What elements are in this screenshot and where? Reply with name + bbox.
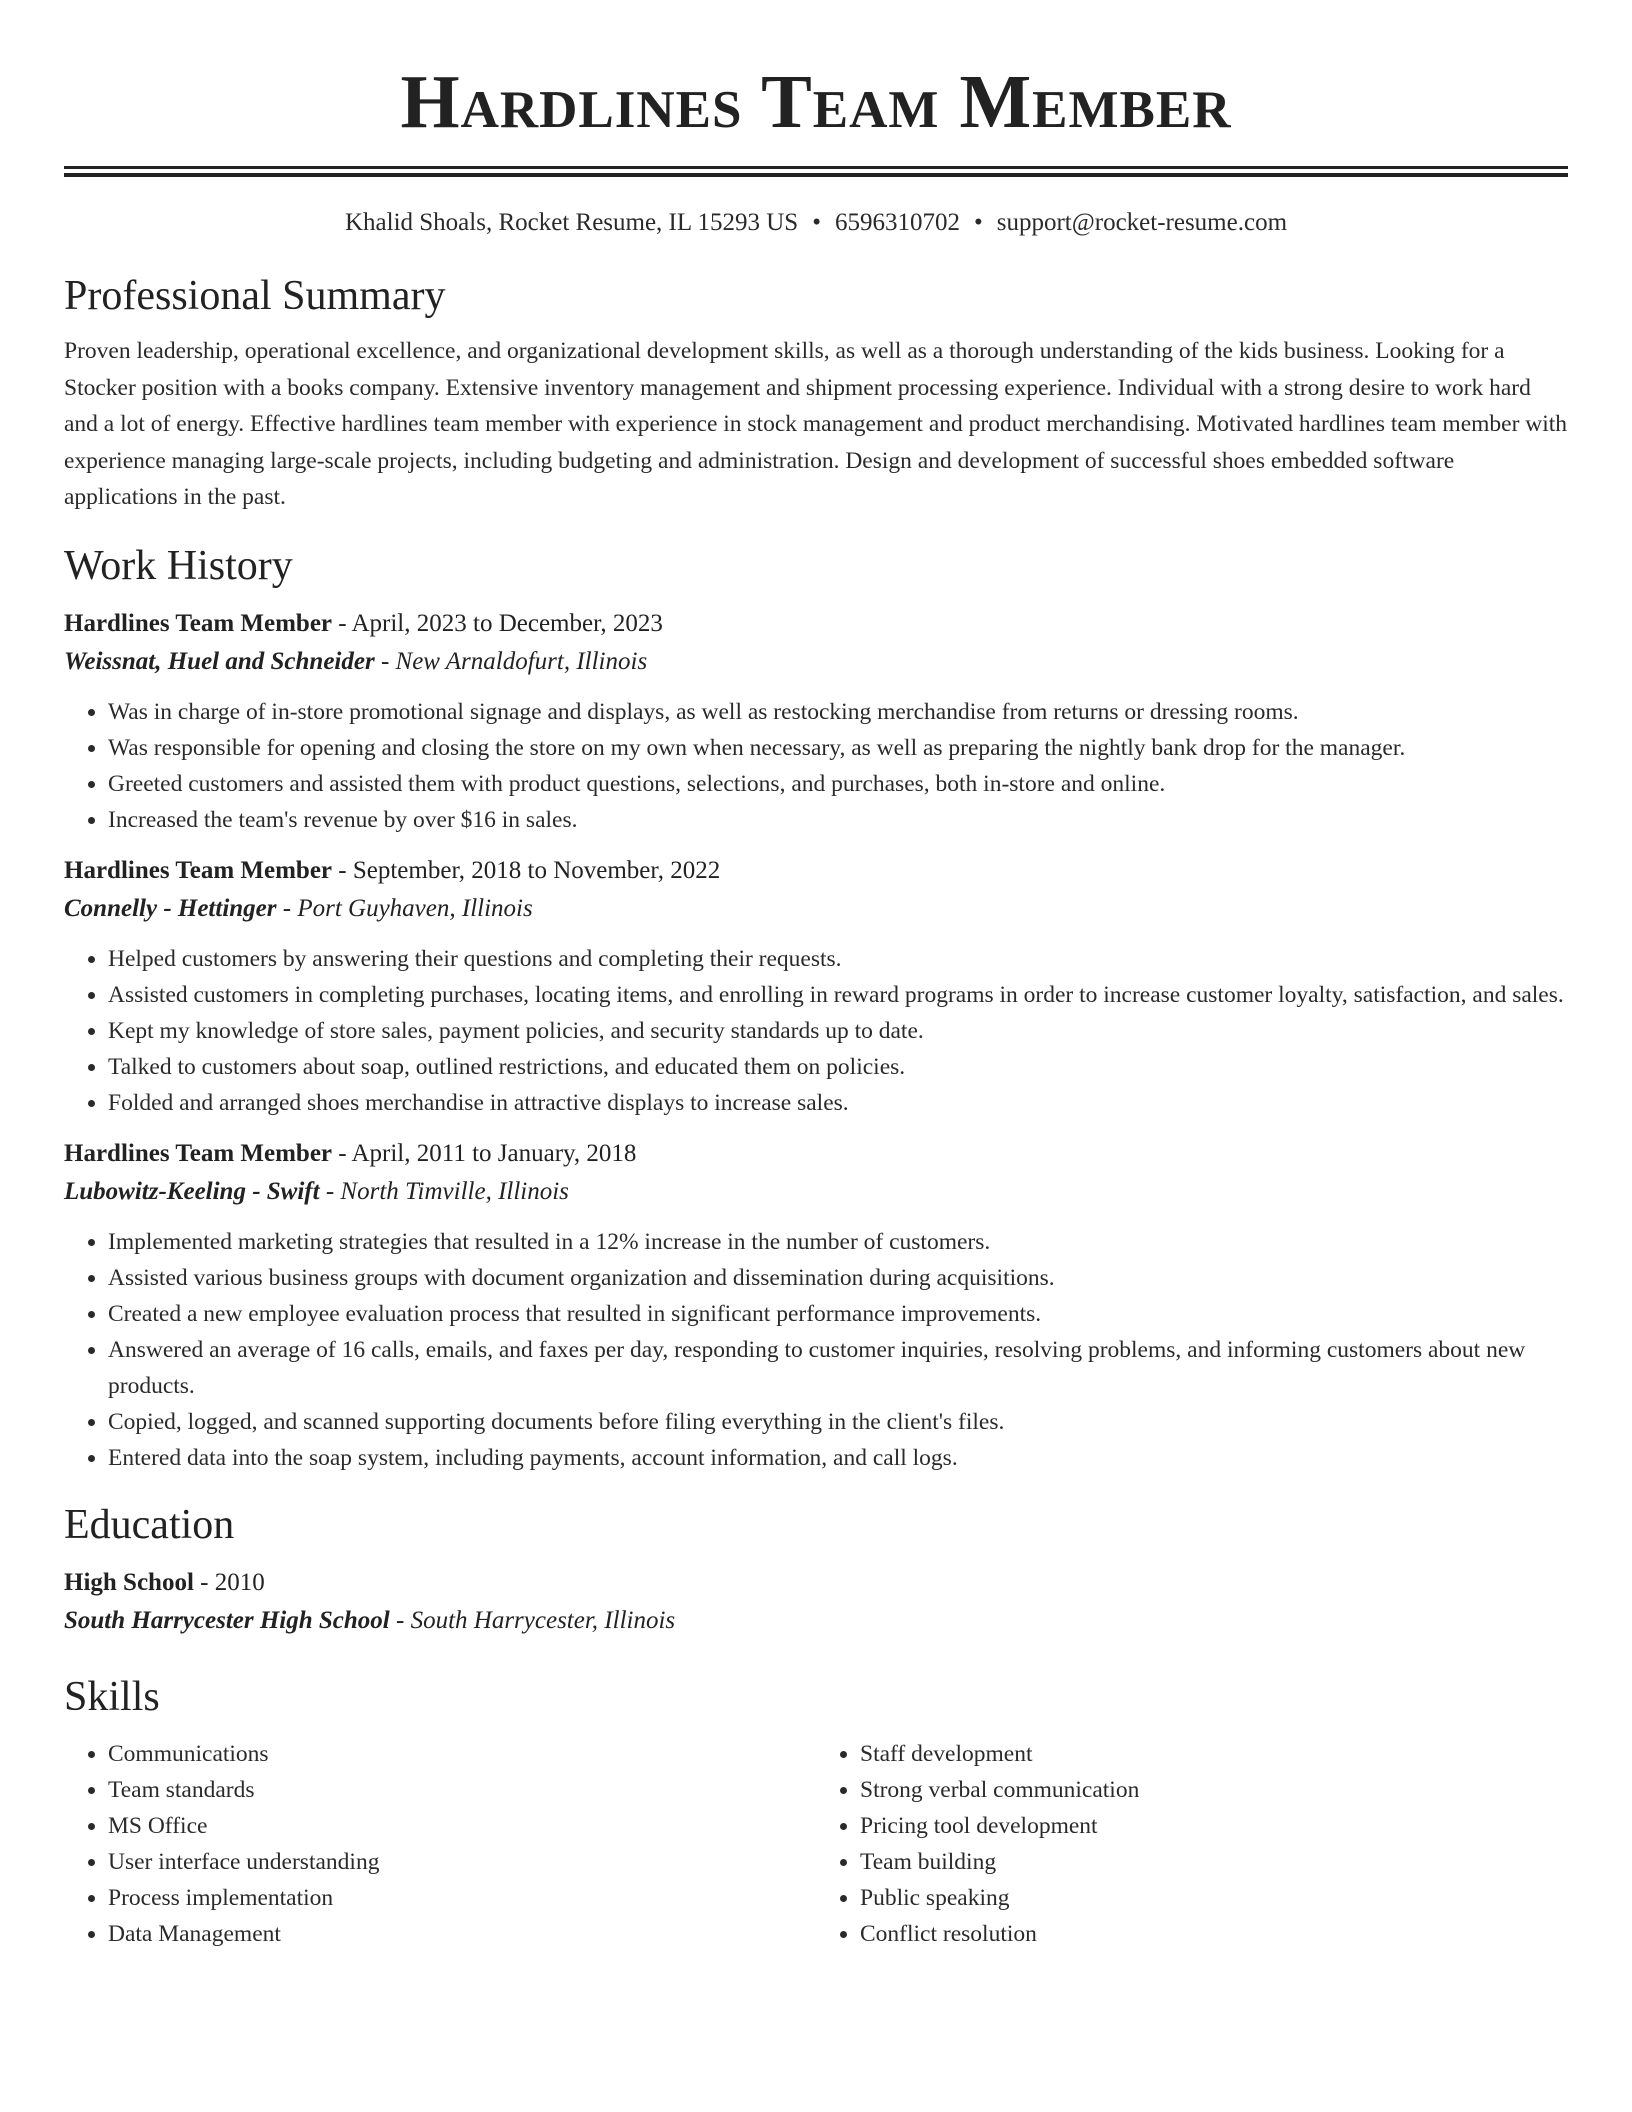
contact-address: Khalid Shoals, Rocket Resume, IL 15293 US bbox=[344, 209, 799, 236]
list-item: • Team standards bbox=[108, 1772, 816, 1808]
list-item: • Assisted various business groups with document organization and dissemination during acquisitions. bbox=[108, 1260, 1568, 1296]
list-item: • Implemented marketing strategies that resulted in a 12% increase in the number of customers. bbox=[108, 1224, 1568, 1260]
job-duties-list bbox=[64, 694, 1568, 838]
list-item: • Strong verbal communication bbox=[860, 1772, 1568, 1808]
job-dates: - September, 2018 to November, 2022 bbox=[332, 856, 721, 884]
school-line bbox=[64, 1602, 1568, 1640]
job-title: Hardlines Team Member bbox=[64, 856, 333, 884]
job-entry bbox=[64, 852, 1568, 1121]
list-item: • Process implementation bbox=[108, 1880, 816, 1916]
job-entry bbox=[64, 1135, 1568, 1476]
company-line bbox=[64, 1173, 1568, 1211]
contact-email: support@rocket-resume.com bbox=[996, 209, 1288, 236]
contact-phone: 6596310702 bbox=[834, 209, 960, 236]
list-item: • Was responsible for opening and closing the store on my own when necessary, as well as preparing the nightly bank drop for the manager. bbox=[108, 730, 1568, 766]
job-title-line bbox=[64, 605, 1568, 643]
job-dates: - April, 2011 to January, 2018 bbox=[332, 1139, 637, 1167]
list-item: • Public speaking bbox=[860, 1880, 1568, 1916]
list-item: • Folded and arranged shoes merchandise in attractive displays to increase sales. bbox=[108, 1085, 1568, 1121]
job-title: Hardlines Team Member bbox=[64, 1139, 333, 1167]
degree-line bbox=[64, 1564, 1568, 1602]
work-history-heading: Work History bbox=[64, 542, 293, 589]
summary-heading: Professional Summary bbox=[64, 273, 446, 319]
skills-columns bbox=[64, 1736, 1568, 1952]
list-item: • Assisted customers in completing purchases, locating items, and enrolling in reward programs in order to increase customer loyalty, satisfaction, and sales. bbox=[108, 977, 1568, 1013]
job-title-line bbox=[64, 852, 1568, 890]
education-entry bbox=[64, 1564, 1568, 1640]
job-entry bbox=[64, 605, 1568, 838]
job-duties-list bbox=[64, 941, 1568, 1121]
job-title: Hardlines Team Member bbox=[64, 609, 333, 637]
list-item: • Communications bbox=[108, 1736, 816, 1772]
list-item: • Created a new employee evaluation process that resulted in significant performance improvements. bbox=[108, 1296, 1568, 1332]
list-item: • Entered data into the soap system, including payments, account information, and call logs. bbox=[108, 1440, 1568, 1476]
job-dates: - April, 2023 to December, 2023 bbox=[332, 609, 663, 637]
resume-title: Hardlines Team Member bbox=[400, 60, 1232, 144]
contact-line bbox=[64, 207, 1568, 239]
company-line bbox=[64, 643, 1568, 681]
education-heading: Education bbox=[64, 1501, 235, 1548]
list-item: • Kept my knowledge of store sales, payment policies, and security standards up to date. bbox=[108, 1013, 1568, 1049]
company-location: - New Arnaldofurt, Illinois bbox=[374, 647, 648, 675]
company-location: - North Timville, Illinois bbox=[319, 1177, 569, 1205]
contact-separator: • bbox=[812, 209, 821, 236]
degree: High School bbox=[64, 1568, 194, 1596]
list-item: • Increased the team's revenue by over $16 in sales. bbox=[108, 802, 1568, 838]
job-title-line bbox=[64, 1135, 1568, 1173]
job-duties-list bbox=[64, 1224, 1568, 1476]
company-name: Lubowitz-Keeling - Swift bbox=[64, 1177, 320, 1205]
graduation-year: - 2010 bbox=[193, 1568, 265, 1596]
contact-separator: • bbox=[973, 209, 983, 236]
list-item: • Data Management bbox=[108, 1916, 816, 1952]
list-item: • Was in charge of in-store promotional signage and displays, as well as restocking merchandise from returns or dressing rooms. bbox=[108, 694, 1568, 730]
list-item: • Talked to customers about soap, outlined restrictions, and educated them on policies. bbox=[108, 1049, 1568, 1085]
list-item: • Copied, logged, and scanned supporting documents before filing everything in the client's files. bbox=[108, 1404, 1568, 1440]
company-name: Weissnat, Huel and Schneider bbox=[64, 647, 375, 675]
company-name: Connelly - Hettinger bbox=[64, 894, 277, 922]
list-item: • Team building bbox=[860, 1844, 1568, 1880]
list-item: • Answered an average of 16 calls, emails, and faxes per day, responding to customer inquiries, resolving problems, and informing customers about new products. bbox=[108, 1332, 1568, 1404]
summary-text: Proven leadership, operational excellence, and organizational development skills, as well as a thorough understanding of the kids business. Looking for a Stocker position with a books company. Extensive inventory management and shipment processing experience. Individual with a strong desire to work hard and a lot of energy. Effective hardlines team member with experience in stock management and product merchandising. Motivated hardlines team member with experience managing large-scale projects, including budgeting and administration. Design and development of successful shoes embedded software applications in the past. bbox=[64, 338, 1568, 510]
skills-list-right bbox=[816, 1736, 1568, 1952]
school-location: - South Harrycester, Illinois bbox=[389, 1606, 676, 1634]
list-item: • Conflict resolution bbox=[860, 1916, 1568, 1952]
company-line bbox=[64, 890, 1568, 928]
company-location: - Port Guyhaven, Illinois bbox=[276, 894, 533, 922]
skills-heading: Skills bbox=[64, 1673, 160, 1720]
school-name: South Harrycester High School bbox=[64, 1606, 390, 1634]
list-item: • Staff development bbox=[860, 1736, 1568, 1772]
skills-list-left bbox=[64, 1736, 816, 1952]
list-item: • Pricing tool development bbox=[860, 1808, 1568, 1844]
list-item: • MS Office bbox=[108, 1808, 816, 1844]
list-item: • Greeted customers and assisted them with product questions, selections, and purchases, both in-store and online. bbox=[108, 766, 1568, 802]
list-item: • User interface understanding bbox=[108, 1844, 816, 1880]
list-item: • Helped customers by answering their questions and completing their requests. bbox=[108, 941, 1568, 977]
title-double-rule bbox=[64, 166, 1568, 177]
